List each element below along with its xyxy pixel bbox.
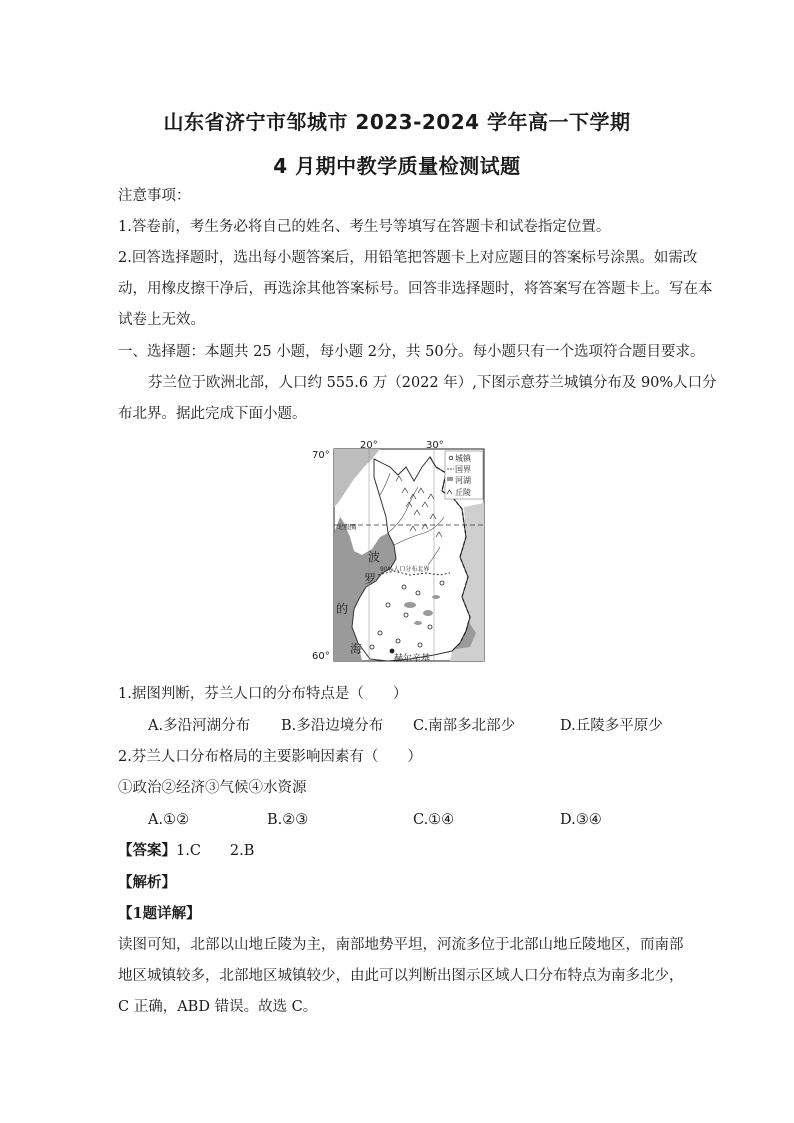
- question-2-factors: ①政治②经济③气候④水资源: [118, 780, 307, 796]
- answer-label: 【答案】: [118, 842, 176, 859]
- doc-title-line2: 4 月期中教学质量检测试题: [273, 154, 521, 178]
- q2-option-d: D.③④: [560, 812, 602, 828]
- finland-map: [310, 437, 490, 669]
- label-pop-line: 90%人口分布北界: [380, 566, 430, 573]
- q2-option-a: A.①②: [148, 812, 190, 828]
- q2-option-c: C.①④: [413, 812, 455, 828]
- section-heading: 一、选择题：本题共 25 小题，每小题 2分，共 50分。每小题只有一个选项符合题目要求。: [118, 344, 705, 360]
- legend-town: 城镇: [455, 454, 471, 463]
- label-lon-30: 30°: [426, 440, 444, 451]
- analysis-sub-1: 【1题详解】: [118, 905, 201, 922]
- doc-title-line1: 山东省济宁市邹城市 2023-2024 学年高一下学期: [163, 110, 631, 134]
- label-sea-3: 的: [336, 602, 349, 616]
- notice-item-2a: 2.回答选择题时，选出每小题答案后，用铅笔把答题卡上对应题目的答案标号涂黑。如需改: [118, 250, 698, 266]
- analysis-para-1: 读图可知，北部以山地丘陵为主，南部地势平坦，河流多位于北部山地丘陵地区，而南部: [118, 937, 684, 953]
- label-lat-70: 70°: [312, 450, 330, 461]
- q2-option-b: B.②③: [267, 812, 309, 828]
- q1-option-b: B.多沿边境分布: [281, 718, 384, 734]
- label-lon-20: 20°: [360, 440, 378, 451]
- legend-river-lake: 河湖: [455, 476, 471, 485]
- notice-item-2c: 试卷上无效。: [118, 312, 205, 328]
- legend-hill: 丘陵: [455, 488, 471, 497]
- answer-row: [118, 842, 254, 860]
- question-1-stem: 1.据图判断，芬兰人口的分布特点是（ ）: [118, 686, 408, 702]
- analysis-para-2: 地区城镇较多，北部地区城镇较少，由此可以判断出图示区域人口分布特点为南多北少，: [118, 968, 684, 984]
- analysis-label: 【解析】: [118, 874, 176, 891]
- notice-heading: 注意事项：: [118, 188, 191, 204]
- q1-option-c: C.南部多北部少: [413, 718, 516, 734]
- notice-item-1: 1.答卷前，考生务必将自己的姓名、考生号等填写在答题卡和试卷指定位置。: [118, 219, 611, 235]
- analysis-para-3: C 正确，ABD 错误。故选 C。: [118, 999, 318, 1015]
- answer-value: 1.C 2.B: [176, 843, 255, 859]
- label-sea-4: 海: [350, 642, 363, 656]
- q1-option-d: D.丘陵多平原少: [560, 718, 663, 734]
- intro-text-a: 芬兰位于欧洲北部，人口约 555.6 万（2022 年）,下图示意芬兰城镇分布及 90%人口分: [148, 375, 717, 391]
- map-legend: [445, 451, 483, 499]
- label-helsinki: 赫尔辛基: [394, 654, 431, 664]
- label-arctic-circle: 北极圈: [337, 523, 357, 531]
- intro-text-b: 布北界。据此完成下面小题。: [118, 406, 307, 422]
- notice-item-2b: 动，用橡皮擦干净后，再选涂其他答案标号。回答非选择题时，将答案写在答题卡上。写在本: [118, 281, 713, 297]
- legend-border: 国界: [455, 465, 471, 474]
- label-sea-2: 罗: [364, 572, 377, 586]
- map-figure: [310, 437, 490, 669]
- q1-option-a: A.多沿河湖分布: [148, 718, 251, 734]
- question-2-stem: 2.芬兰人口分布格局的主要影响因素有（ ）: [118, 749, 422, 765]
- label-sea-1: 波: [368, 550, 381, 564]
- label-lat-60: 60°: [312, 651, 330, 662]
